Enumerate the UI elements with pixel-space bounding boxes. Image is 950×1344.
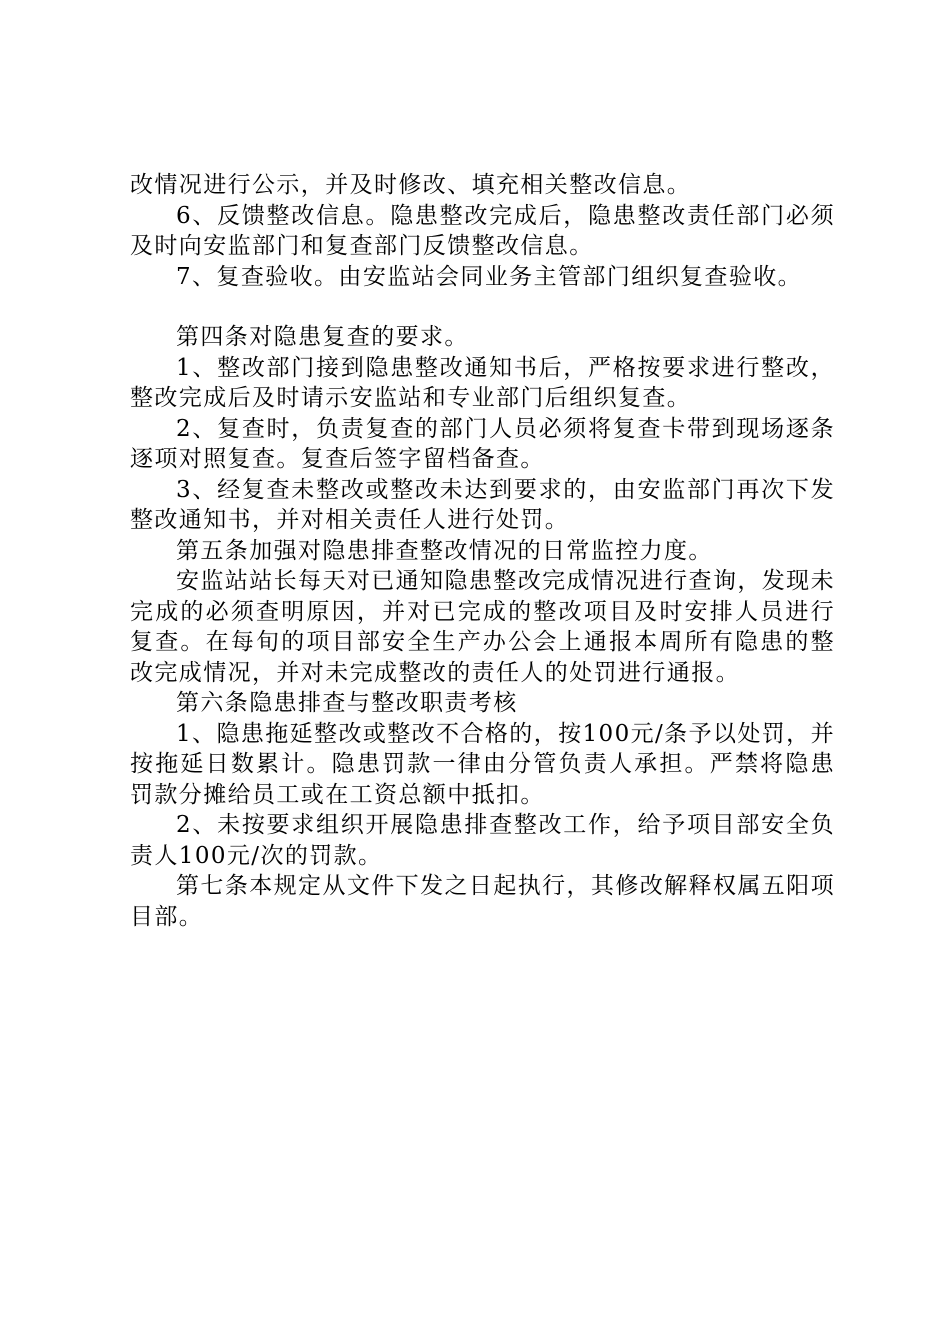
article-6-item-1: 1、隐患拖延整改或整改不合格的，按100元/条予以处罚，并按拖延日数累计。隐患罚款一律由分管负责人承担。严禁将隐患罚款分摊给员工或在工资总额中抵扣。 xyxy=(130,720,835,808)
article-6-item-2: 2、未按要求组织开展隐患排查整改工作，给予项目部安全负责人100元/次的罚款。 xyxy=(130,812,835,869)
paragraph-item-6: 6、反馈整改信息。隐患整改完成后，隐患整改责任部门必须及时向安监部门和复查部门反馈整改信息。 xyxy=(130,202,835,259)
paragraph-item-7: 7、复查验收。由安监站会同业务主管部门组织复查验收。 xyxy=(176,263,803,290)
article-7: 第七条本规定从文件下发之日起执行，其修改解释权属五阳项目部。 xyxy=(130,873,835,930)
document-body xyxy=(130,170,835,932)
article-4-heading: 第四条对隐患复查的要求。 xyxy=(176,324,469,350)
article-5-heading: 第五条加强对隐患排查整改情况的日常监控力度。 xyxy=(176,537,713,564)
article-4-item-2: 2、复查时，负责复查的部门人员必须将复查卡带到现场逐条逐项对照复查。复查后签字留档备查。 xyxy=(130,415,835,472)
article-6-heading: 第六条隐患排查与整改职责考核 xyxy=(176,690,518,716)
paragraph-continuation: 改情况进行公示，并及时修改、填充相关整改信息。 xyxy=(130,172,692,198)
article-4-item-3: 3、经复查未整改或整改未达到要求的，由安监部门再次下发整改通知书，并对相关责任人进行处罚。 xyxy=(130,476,835,533)
article-5-body: 安监站站长每天对已通知隐患整改完成情况进行查询，发现未完成的必须查明原因，并对已完成的整改项目及时安排人员进行复查。在每旬的项目部安全生产办公会上通报本周所有隐患的整改完成情况，并对未完成整改的责任人的处罚进行通报。 xyxy=(130,568,835,686)
paragraph-gap xyxy=(130,292,835,322)
article-4-item-1: 1、整改部门接到隐患整改通知书后，严格按要求进行整改，整改完成后及时请示安监站和专业部门后组织复查。 xyxy=(130,354,835,411)
